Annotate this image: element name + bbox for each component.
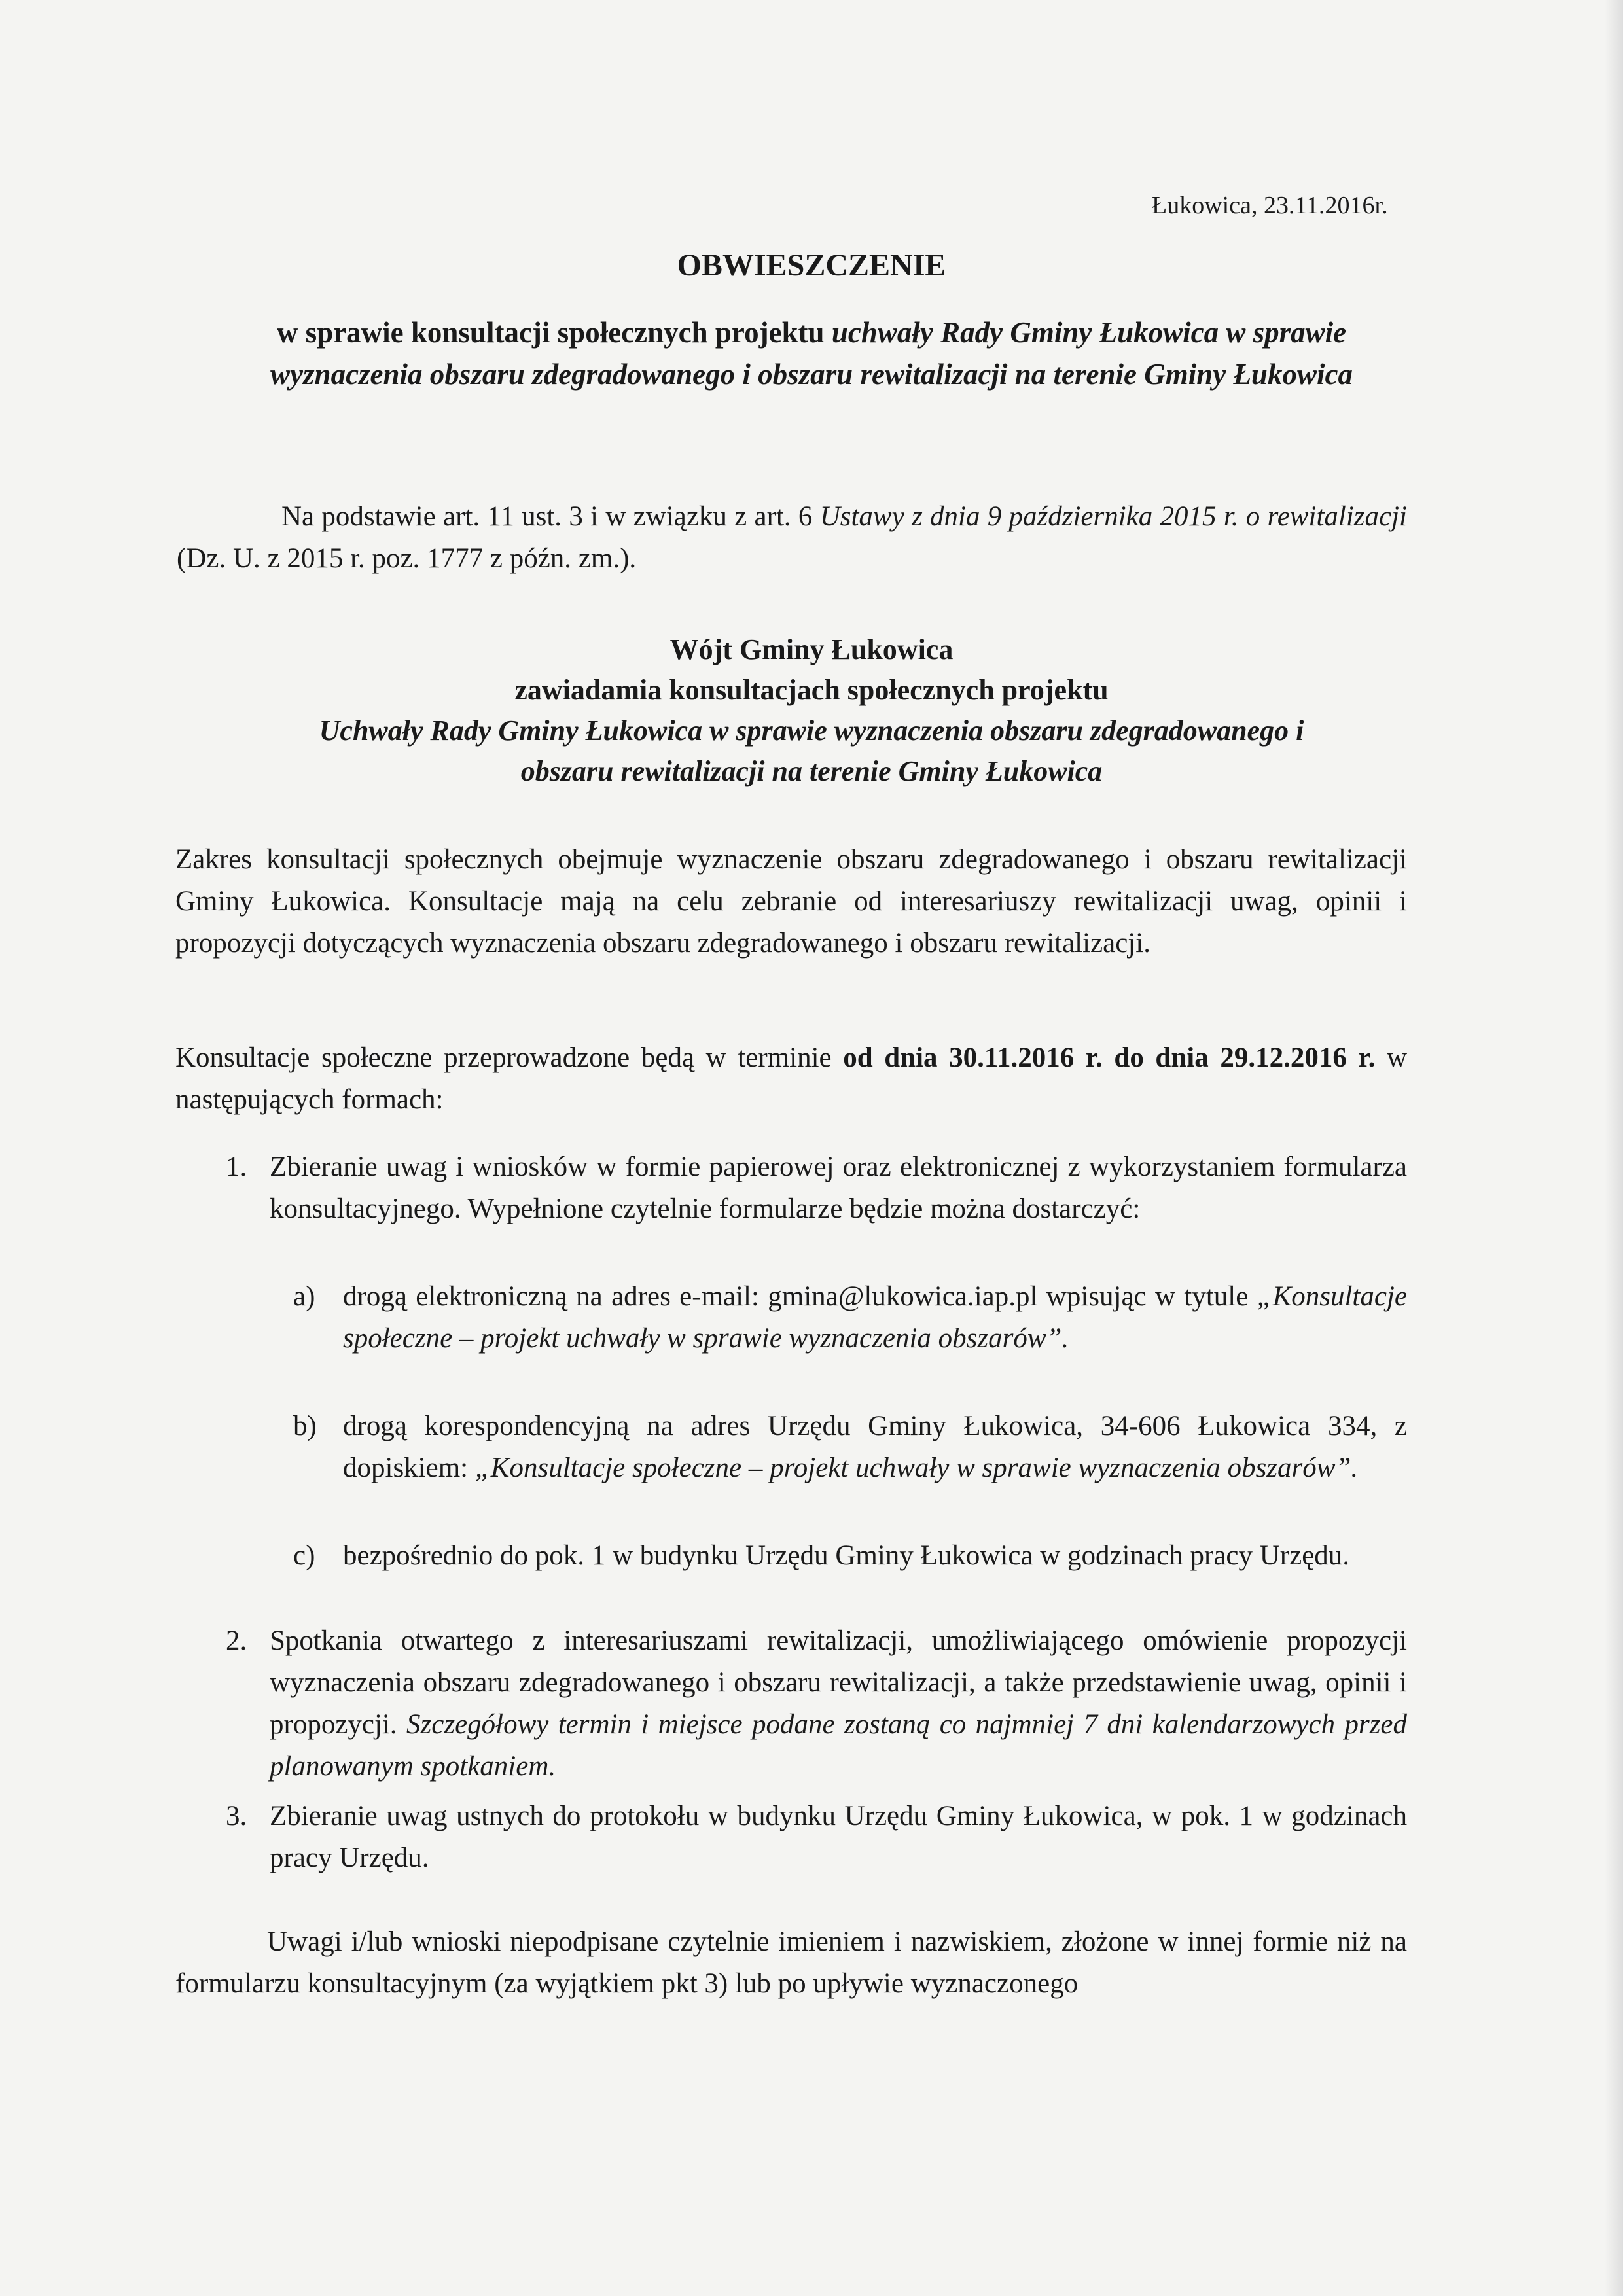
basis-prefix: Na podstawie art. 11 ust. 3 i w związku z art. 6	[281, 501, 813, 532]
list-item-text: Zbieranie uwag ustnych do protokołu w budynku Urzędu Gminy Łukowica, w pok. 1 w godzinach pracy Urzędu.	[270, 1801, 1407, 1873]
list-item-text	[270, 1620, 1407, 1788]
basis-suffix: (Dz. U. z 2015 r. poz. 1777 z późn. zm.).	[177, 543, 637, 574]
subitem-letter: a)	[293, 1281, 315, 1312]
subitem-a	[343, 1276, 1407, 1360]
scope-paragraph: Zakres konsultacji społecznych obejmuje wyznaczenie obszaru zdegradowanego i obszaru rewitalizacji Gminy Łukowica. Konsultacje mają na celu zebranie od interesariuszy rewitalizacji uwag, opinii i propozycji dotyczących wyznaczenia obszaru zdegradowanego i obszaru rewitalizacji.	[175, 844, 1407, 959]
subitem-letter: b)	[293, 1411, 317, 1441]
subitem-b-text: drogą korespondencyjną na adres Urzędu Gminy Łukowica, 34-606 Łukowica 334, z dopiskiem:	[343, 1411, 1407, 1483]
closing-paragraph	[175, 1921, 1407, 2005]
item-number: 3.	[226, 1801, 247, 1831]
announcement-line-1: Wójt Gminy Łukowica	[669, 633, 954, 665]
term-dates: od dnia 30.11.2016 r. do dnia 29.12.2016 r.	[843, 1042, 1376, 1073]
term-suffix: w następujących formach:	[175, 1042, 1408, 1115]
page-edge-shadow	[1605, 0, 1623, 2296]
subitem-b-italic: „Konsultacje społeczne – projekt uchwały w sprawie wyznaczenia obszarów”.	[474, 1453, 1359, 1483]
subject-prefix: w sprawie konsultacji społecznych projektu	[276, 316, 825, 349]
item-2-text: Spotkania otwartego z interesariuszami rewitalizacji, umożliwiającego omówienie propozycji wyznaczenia obszaru zdegradowanego i obszaru rewitalizacji, a także przedstawienie uwag, opinii i propozycji.	[270, 1625, 1407, 1740]
document-date: Łukowica, 23.11.2016r.	[1152, 192, 1388, 219]
announcement-line-2: zawiadamia konsultacjach społecznych projektu	[514, 674, 1109, 706]
subitem-c-text: bezpośrednio do pok. 1 w budynku Urzędu Gminy Łukowica w godzinach pracy Urzędu.	[343, 1540, 1350, 1571]
announcement-block	[216, 629, 1407, 792]
subitem-a-italic: „Konsultacje społeczne – projekt uchwały w sprawie wyznaczenia obszarów”.	[343, 1281, 1407, 1354]
item-2-italic: Szczegółowy termin i miejsce podane zostaną co najmniej 7 dni kalendarzowych przed planowanym spotkaniem.	[270, 1709, 1408, 1782]
item-number: 2.	[226, 1625, 247, 1656]
subitem-b	[343, 1405, 1407, 1489]
closing-text: Uwagi i/lub wnioski niepodpisane czytelnie imieniem i nazwiskiem, złożone w innej formie niż na formularzu konsultacyjnym (za wyjątkiem pkt 3) lub po upływie wyznaczonego	[175, 1926, 1407, 1999]
legal-basis	[177, 496, 1407, 580]
term-paragraph	[175, 1037, 1407, 1121]
basis-italic: Ustawy z dnia 9 października 2015 r. o rewitalizacji	[819, 501, 1407, 532]
document-title: OBWIESZCZENIE	[677, 248, 946, 283]
announcement-line-3: Uchwały Rady Gminy Łukowica w sprawie wyznaczenia obszaru zdegradowanego i obszaru rewitalizacji na terenie Gminy Łukowica	[319, 715, 1304, 787]
term-prefix: Konsultacje społeczne przeprowadzone będą w terminie	[175, 1042, 832, 1073]
subject-italic: uchwały Rady Gminy Łukowica w sprawie wyznaczenia obszaru zdegradowanego i obszaru rewitalizacji na terenie Gminy Łukowica	[270, 316, 1353, 391]
subitem-letter: c)	[293, 1540, 315, 1571]
subitem-a-text: drogą elektroniczną na adres e-mail: gmina@lukowica.iap.pl wpisując w tytule	[343, 1281, 1249, 1312]
item-number: 1.	[226, 1152, 247, 1182]
subitem-c	[343, 1535, 1407, 1577]
document-subject	[203, 311, 1420, 395]
list-item-text: Zbieranie uwag i wniosków w formie papierowej oraz elektronicznej z wykorzystaniem formularza konsultacyjnego. Wypełnione czytelnie formularze będzie można dostarczyć:	[270, 1152, 1407, 1224]
